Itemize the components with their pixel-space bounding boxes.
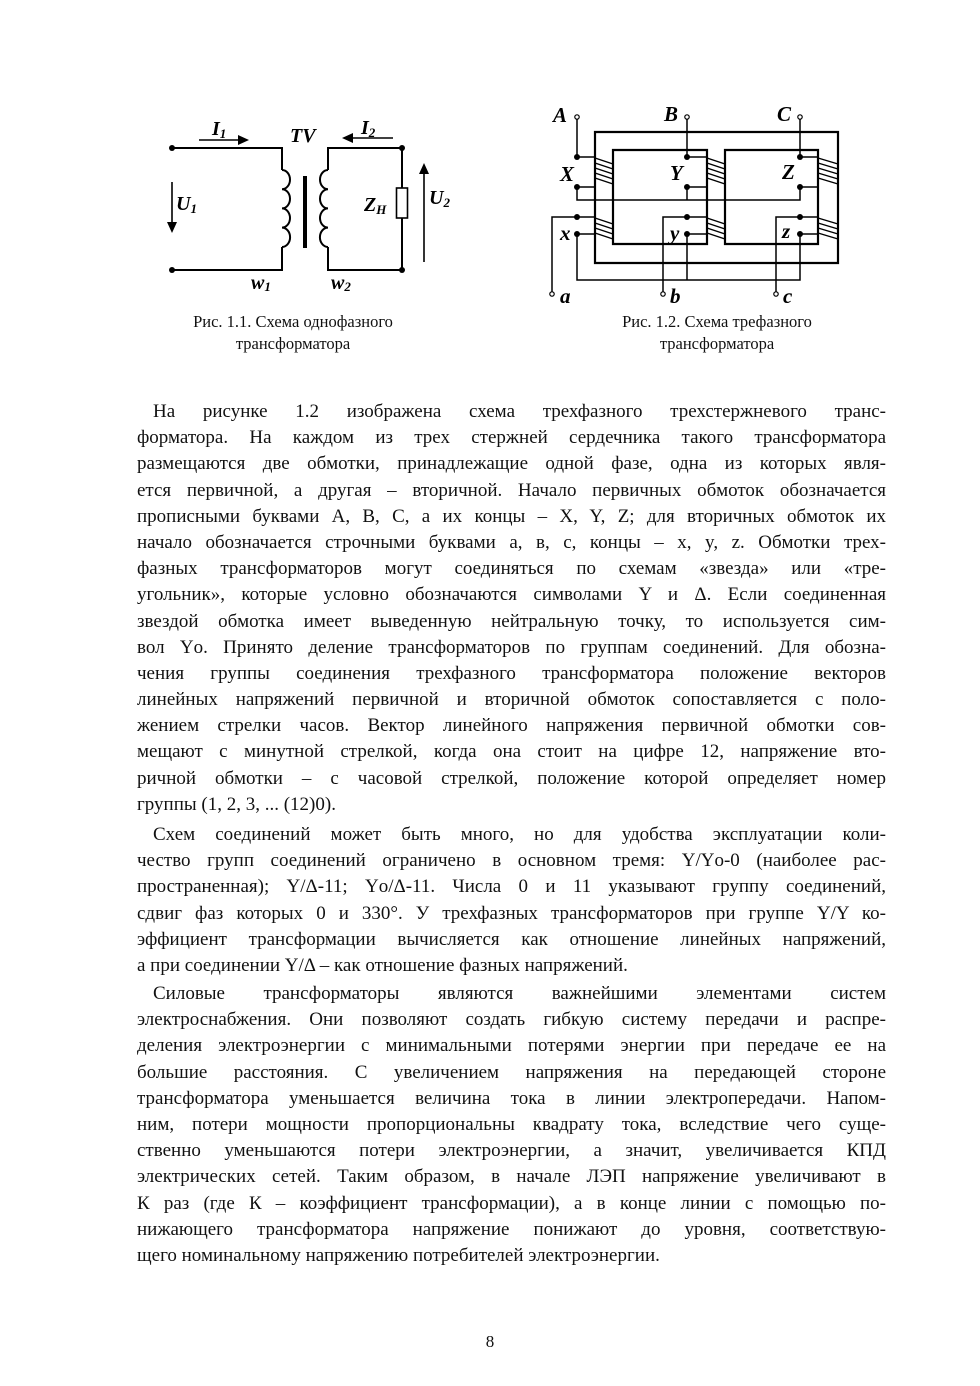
terminal-label-a: a [560,284,571,308]
label-zh: ZH [364,194,387,217]
figure2-caption [557,311,877,355]
text-line: жением стрелки часов. Вектор линейного напряжения первичной обмотки сов- [137,715,886,737]
label-i2: I2 [361,117,376,140]
text-line: звездой обмотка имеет выведенную нейтральную точку, то используется сим- [137,610,886,632]
text-line: К раз (где К – коэффициент трансформации), а в конце линии с помощью по- [137,1192,886,1214]
text-line: эффициент трансформации вычисляется как отношение линейных напряжений, [137,928,886,950]
label-i1: I1 [212,118,227,141]
text-line: линейных напряжений первичной и вторичной обмоток сопоставляется с поло- [137,689,886,711]
text-line: щего номинальному напряжению потребителей электроэнергии. [137,1244,660,1266]
text-line: мещают с минутной стрелкой, когда она стоит на цифре 12, напряжение вто- [137,741,886,763]
terminal-label-B: B [664,102,679,126]
label-u1: U1 [176,193,197,216]
text-line: сдвиг фаз которых 0 и 330°. У трехфазных трансформаторов при группе Y/Y ко- [137,902,886,924]
text-line: чения группы соединения трехфазного трансформатора положение векторов [137,662,886,684]
caption-line: трансформатора [659,334,775,353]
terminal-label-y: y [670,221,680,245]
terminal-label-Z: Z [782,160,795,184]
text-line: прописными буквами A, B, C, а их концы – X, Y, Z; для вторичных обмоток их [137,505,886,527]
terminal-label-X: X [560,162,575,186]
text-line: На рисунке 1.2 изображена схема трехфазного трехстержневого транс- [153,401,886,422]
label-w1: w1 [251,272,271,294]
text-line: вол Yо. Принято деление трансформаторов по группам соединений. Для обозна- [137,636,886,658]
caption-line: трансформатора [235,334,351,353]
text-line: ется первичной, а другая – вторичной. Начало первичных обмоток обозначается [137,479,886,501]
text-line: Силовые трансформаторы являются важнейшими элементами систем [153,983,886,1004]
label-tv: TV [290,125,316,147]
text-line: деления электроэнергии с минимальными потерями энергии при передаче ее на [137,1035,886,1057]
paragraph-1 [137,399,886,818]
text-line: группы (1, 2, 3, ... (12)0). [137,793,336,815]
text-line: размещаются две обмотки, принадлежащие одной фазе, одна из которых явля- [137,453,886,475]
caption-line: Рис. 1.1. Схема однофазного [193,312,393,331]
text-line: чество групп соединений ограничено в основном тремя: Y/Yо-0 (наиболее рас- [137,850,886,872]
text-line: нижающего трансформатора напряжение понижают до уровня, соответствую- [137,1218,886,1240]
terminal-label-x: x [560,221,571,245]
text-line: а при соединении Y/Δ – как отношение фазных напряжений. [137,954,628,976]
label-w2: w2 [331,272,351,294]
text-line: начало обозначается строчными буквами a, в, c, концы – x, y, z. Обмотки трех- [137,531,886,553]
text-line: ственно уменьшаются потери электроэнергии, а значит, увеличивается КПД [137,1140,886,1162]
figure1-caption [133,311,453,355]
page-number: 8 [485,1332,495,1351]
terminal-label-A: A [553,103,568,127]
three-phase-transformer-diagram [0,0,900,310]
terminal-label-z: z [782,219,791,243]
text-line: форматора. На каждом из трех стержней сердечника такого трансформатора [137,427,886,449]
text-line: электроснабжения. Они позволяют создать гибкую систему передачи и распре- [137,1009,886,1031]
text-line: электрических сетей. Таким образом, в начале ЛЭП напряжение увеличивают в [137,1166,886,1188]
text-line: ричной обмотки – с часовой стрелкой, положение которой определяет номер [137,767,886,789]
paragraph-3 [137,981,886,1269]
text-line: большие расстояния. С увеличением напряжения на передающей стороне [137,1061,886,1083]
paragraph-2 [137,822,886,979]
text-line: трансформатора уменьшается величина тока в линии электропередачи. Напом- [137,1087,886,1109]
terminal-label-Y: Y [670,161,683,185]
text-line: угольник», которые условно обозначаются символами Y и Δ. Если соединенная [137,584,886,606]
text-line: пространенная); Y/Δ-11; Yо/Δ-11. Числа 0 и 11 указывают группу соединений, [137,876,886,898]
terminal-label-c: c [783,284,793,308]
text-line: Схем соединений может быть много, но для удобства эксплуатации коли- [153,824,886,845]
terminal-label-b: b [670,284,681,308]
text-line: ним, потери мощности пропорциональны квадрату тока, вследствие чего суще- [137,1113,886,1135]
terminal-label-C: C [777,102,792,126]
label-u2: U2 [429,187,450,210]
caption-line: Рис. 1.2. Схема трефазного [622,312,812,331]
text-line: фазных трансформаторов могут соединяться по схемам «звезда» или «тре- [137,558,886,580]
